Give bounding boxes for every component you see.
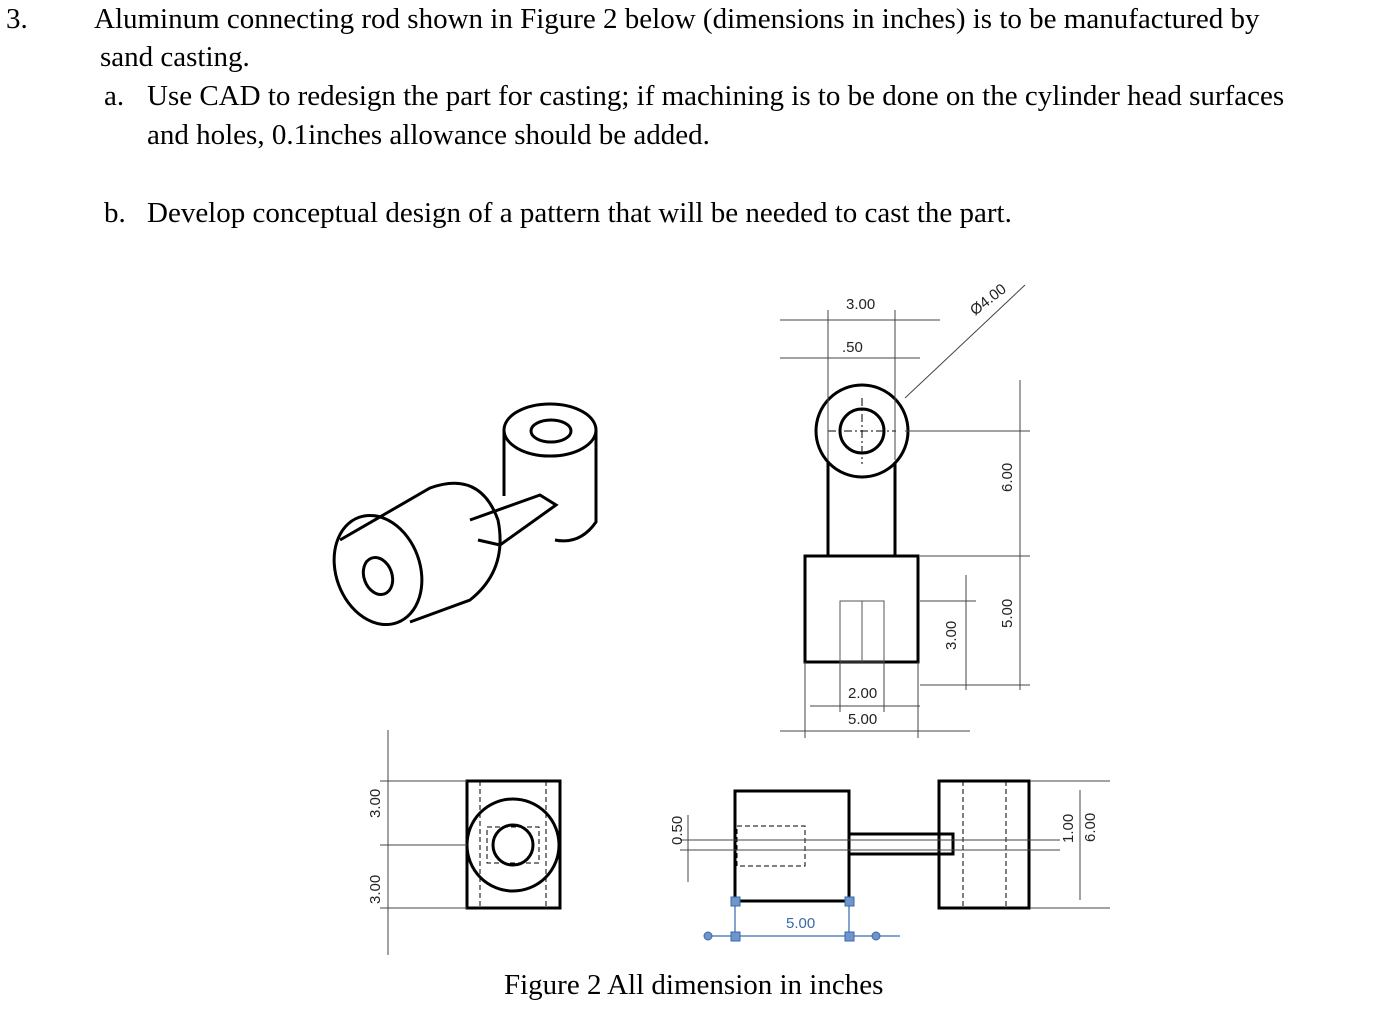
dim-radius: .50	[842, 339, 863, 356]
top-view	[780, 281, 1030, 738]
figure-caption: Figure 2 All dimension in inches	[504, 969, 884, 1001]
dim-front-block-width: 5.00	[786, 915, 816, 932]
dim-height-lower: 5.00	[999, 598, 1016, 628]
question-intro-line2: sand casting.	[100, 41, 250, 73]
dim-height-upper: 6.00	[999, 462, 1016, 492]
dim-width-top: 3.00	[846, 296, 876, 313]
question-number: 3.	[6, 3, 28, 35]
part-a-line2: and holes, 0.1inches allowance should be added.	[147, 119, 710, 151]
dim-diameter: Ø4.00	[966, 280, 1010, 320]
side-view	[367, 730, 560, 955]
dim-front-overall-height: 6.00	[1082, 812, 1099, 842]
front-view	[669, 781, 1110, 941]
dim-front-rod-height: 1.00	[1060, 813, 1077, 843]
part-a-label: a.	[104, 80, 125, 112]
dim-front-thickness: 0.50	[669, 815, 686, 845]
dim-side-lower: 3.00	[367, 874, 384, 904]
dim-outer-width: 5.00	[848, 711, 878, 728]
dim-height-box: 3.00	[943, 620, 960, 650]
dim-side-upper: 3.00	[367, 788, 384, 818]
part-b-line1: Develop conceptual design of a pattern that will be needed to cast the part.	[147, 197, 1012, 229]
isometric-view	[319, 404, 596, 637]
part-b-label: b.	[104, 197, 126, 229]
part-a-line1: Use CAD to redesign the part for casting; if machining is to be done on the cylinder head surfaces	[147, 80, 1285, 112]
dim-inner-width: 2.00	[848, 685, 878, 702]
question-intro-line1: Aluminum connecting rod shown in Figure 2 below (dimensions in inches) is to be manufactured by	[94, 3, 1260, 35]
